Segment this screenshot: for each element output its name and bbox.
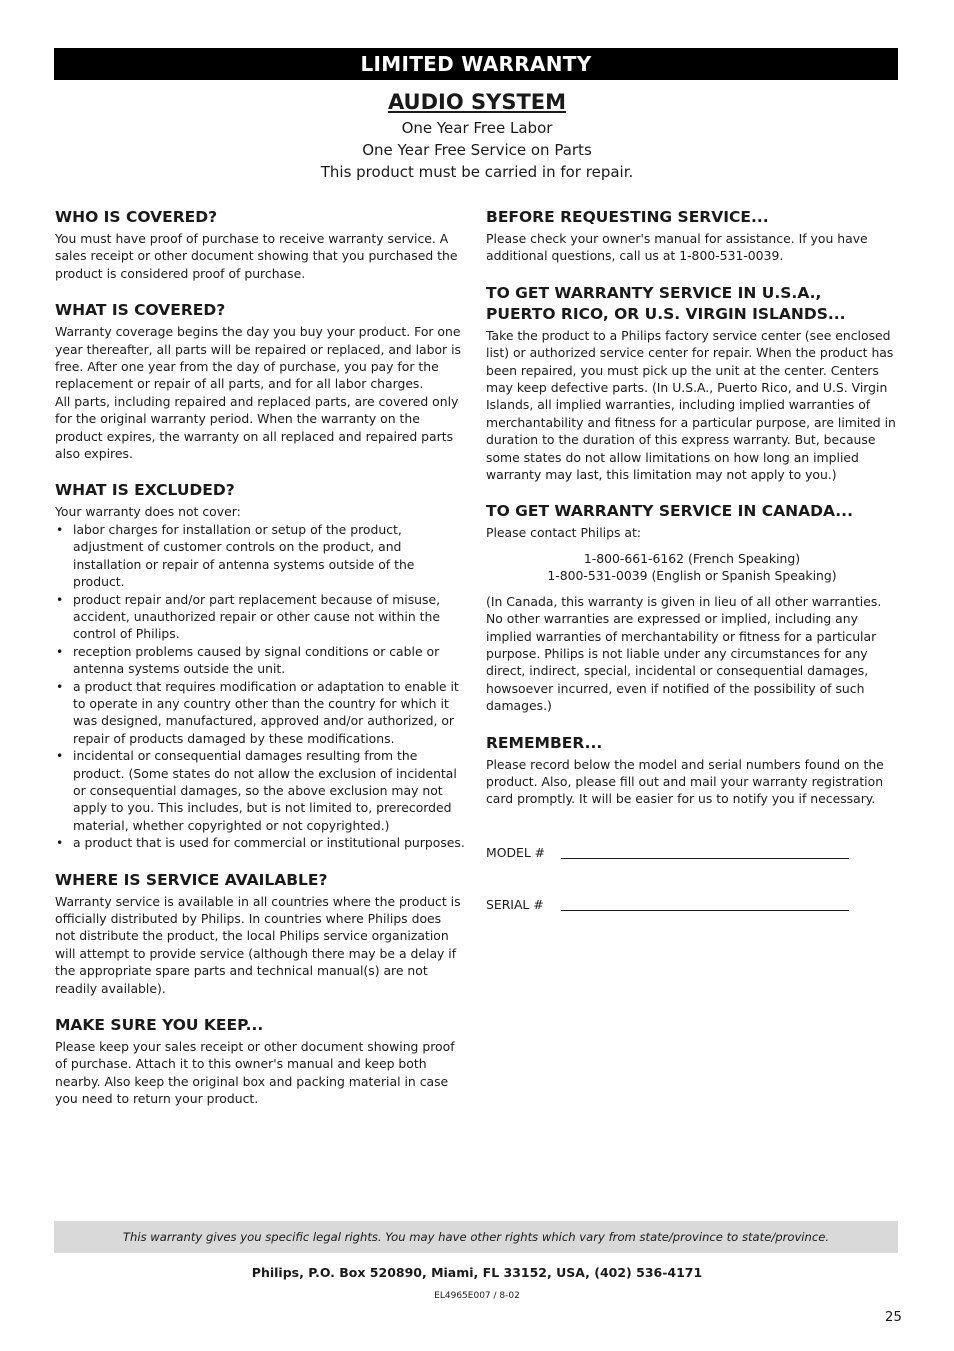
section-heading: TO GET WARRANTY SERVICE IN CANADA... bbox=[486, 502, 853, 521]
list-item: • reception problems caused by signal conditions or cable or antenna systems outside the unit. bbox=[55, 643, 465, 678]
model-write-line bbox=[561, 858, 849, 859]
section-text: Please contact Philips at: bbox=[486, 525, 641, 541]
list-item: • incidental or consequential damages resulting from the product. (Some states do not allow the exclusion of incidental or consequential damages, so the above exclusion may not apply to you. This includes, but is not limited to, prerecorded material, whether copyrighted or not copyrighted.) bbox=[55, 747, 465, 834]
list-item: • a product that is used for commercial or institutional purposes. bbox=[55, 834, 465, 851]
phone-french: 1-800-661-6162 (French Speaking) bbox=[583, 550, 801, 566]
section-where-service bbox=[55, 870, 465, 997]
section-heading: WHAT IS COVERED? bbox=[55, 301, 226, 320]
list-item: • labor charges for installation or setup of the product, adjustment of customer controls on the product, and installation or repair of antenna systems outside of the product. bbox=[55, 521, 465, 591]
warranty-banner: LIMITED WARRANTY bbox=[54, 48, 898, 80]
section-text: Warranty coverage begins the day you buy your product. For one year thereafter, all parts will be repaired or replaced, and labor is free. After one year from the day of purchase, you pay for the replacement or repair of all parts, and for all labor charges. bbox=[55, 324, 461, 392]
section-text: Take the product to a Philips factory service center (see enclosed list) or authorized service center for repair. When the product has been repaired, you must pick up the unit at the center. Centers may keep defective parts. (In U.S.A., Puerto Rico, and U.S. Virgin Islands, all implied warranties, including implied warranties of merchantability and fitness for a particular purpose, are limited in duration to the duration of this express warranty. But, because some states do not allow limitations on how long an implied warranty may last, this limitation may not apply to you.) bbox=[486, 327, 896, 483]
serial-number-field bbox=[486, 896, 898, 948]
list-item: • product repair and/or part replacement because of misuse, accident, unauthorized repair or other cause not within the control of Philips. bbox=[55, 591, 465, 643]
section-before-service bbox=[486, 207, 898, 265]
summary-line: One Year Free Labor bbox=[401, 119, 553, 137]
section-heading: WHERE IS SERVICE AVAILABLE? bbox=[55, 870, 328, 889]
section-heading: WHAT IS EXCLUDED? bbox=[55, 481, 235, 500]
section-heading: REMEMBER... bbox=[486, 733, 603, 752]
page-number: 25 bbox=[884, 1309, 902, 1325]
legal-rights-note: This warranty gives you specific legal rights. You may have other rights which vary from state/province to state/province. bbox=[54, 1221, 898, 1253]
left-column bbox=[55, 207, 465, 1126]
serial-write-line bbox=[561, 910, 849, 911]
heading-line: PUERTO RICO, OR U.S. VIRGIN ISLANDS... bbox=[486, 304, 846, 323]
model-label: MODEL # bbox=[486, 844, 546, 860]
summary-line: This product must be carried in for repair. bbox=[320, 163, 634, 181]
phone-english-spanish: 1-800-531-0039 (English or Spanish Speaking) bbox=[547, 568, 837, 584]
section-what-excluded bbox=[55, 480, 465, 851]
section-text: Warranty service is available in all countries where the product is officially distributed by Philips. In countries where Philips does not distribute the product, the local Philips service organization will attempt to provide service (although there may be a delay if the appropriate spare parts and technical manual(s) are not readily available). bbox=[55, 893, 461, 996]
summary-line: One Year Free Service on Parts bbox=[362, 141, 592, 159]
right-column bbox=[486, 207, 898, 948]
warranty-summary bbox=[0, 117, 954, 183]
exclusion-list bbox=[55, 521, 465, 852]
section-heading: MAKE SURE YOU KEEP... bbox=[55, 1016, 264, 1035]
philips-address: Philips, P.O. Box 520890, Miami, FL 33152, USA, (402) 536-4171 bbox=[251, 1265, 703, 1280]
product-title: AUDIO SYSTEM bbox=[387, 90, 567, 114]
section-text: All parts, including repaired and replaced parts, are covered only for the original warranty period. When the warranty on the product expires, the warranty on all replaced and repaired parts also expires. bbox=[55, 393, 459, 462]
section-text: Please check your owner's manual for assistance. If you have additional questions, call us at 1-800-531-0039. bbox=[486, 231, 868, 264]
section-usa-service bbox=[486, 283, 898, 484]
section-who-covered bbox=[55, 207, 465, 282]
serial-label: SERIAL # bbox=[486, 896, 544, 912]
section-what-covered bbox=[55, 300, 465, 462]
model-number-field bbox=[486, 844, 898, 896]
section-remember bbox=[486, 733, 898, 808]
section-make-sure bbox=[55, 1015, 465, 1108]
section-text: You must have proof of purchase to receive warranty service. A sales receipt or other document showing that you purchased the product is considered proof of purchase. bbox=[55, 231, 458, 281]
document-code: EL4965E007 / 8-02 bbox=[434, 1291, 520, 1301]
section-text: Please record below the model and serial numbers found on the product. Also, please fill out and mail your warranty registration card promptly. It will be easier for us to notify you if necessary. bbox=[486, 756, 884, 807]
section-heading bbox=[486, 283, 898, 325]
section-text: Your warranty does not cover: bbox=[55, 504, 241, 520]
section-canada-service bbox=[486, 501, 898, 714]
phone-numbers bbox=[486, 550, 898, 585]
section-text: (In Canada, this warranty is given in lieu of all other warranties. No other warranties are expressed or implied, including any implied warranties of merchantability or fitness for a particular purpose. Philips is not liable under any circumstances for any direct, indirect, special, incidental or consequential damages, howsoever incurred, even if notified of the possibility of such damages.) bbox=[486, 593, 882, 714]
heading-line: TO GET WARRANTY SERVICE IN U.S.A., bbox=[486, 283, 822, 302]
section-text: Please keep your sales receipt or other document showing proof of purchase. Attach it to this owner's manual and keep both nearby. Also keep the original box and packing material in case you need to return your product. bbox=[55, 1039, 455, 1107]
section-heading: WHO IS COVERED? bbox=[55, 208, 218, 226]
section-heading: BEFORE REQUESTING SERVICE... bbox=[486, 208, 769, 226]
list-item: • a product that requires modification or adaptation to enable it to operate in any country other than the country for which it was designed, manufactured, approved and/or authorized, or repair of products damaged by these modifications. bbox=[55, 678, 465, 748]
